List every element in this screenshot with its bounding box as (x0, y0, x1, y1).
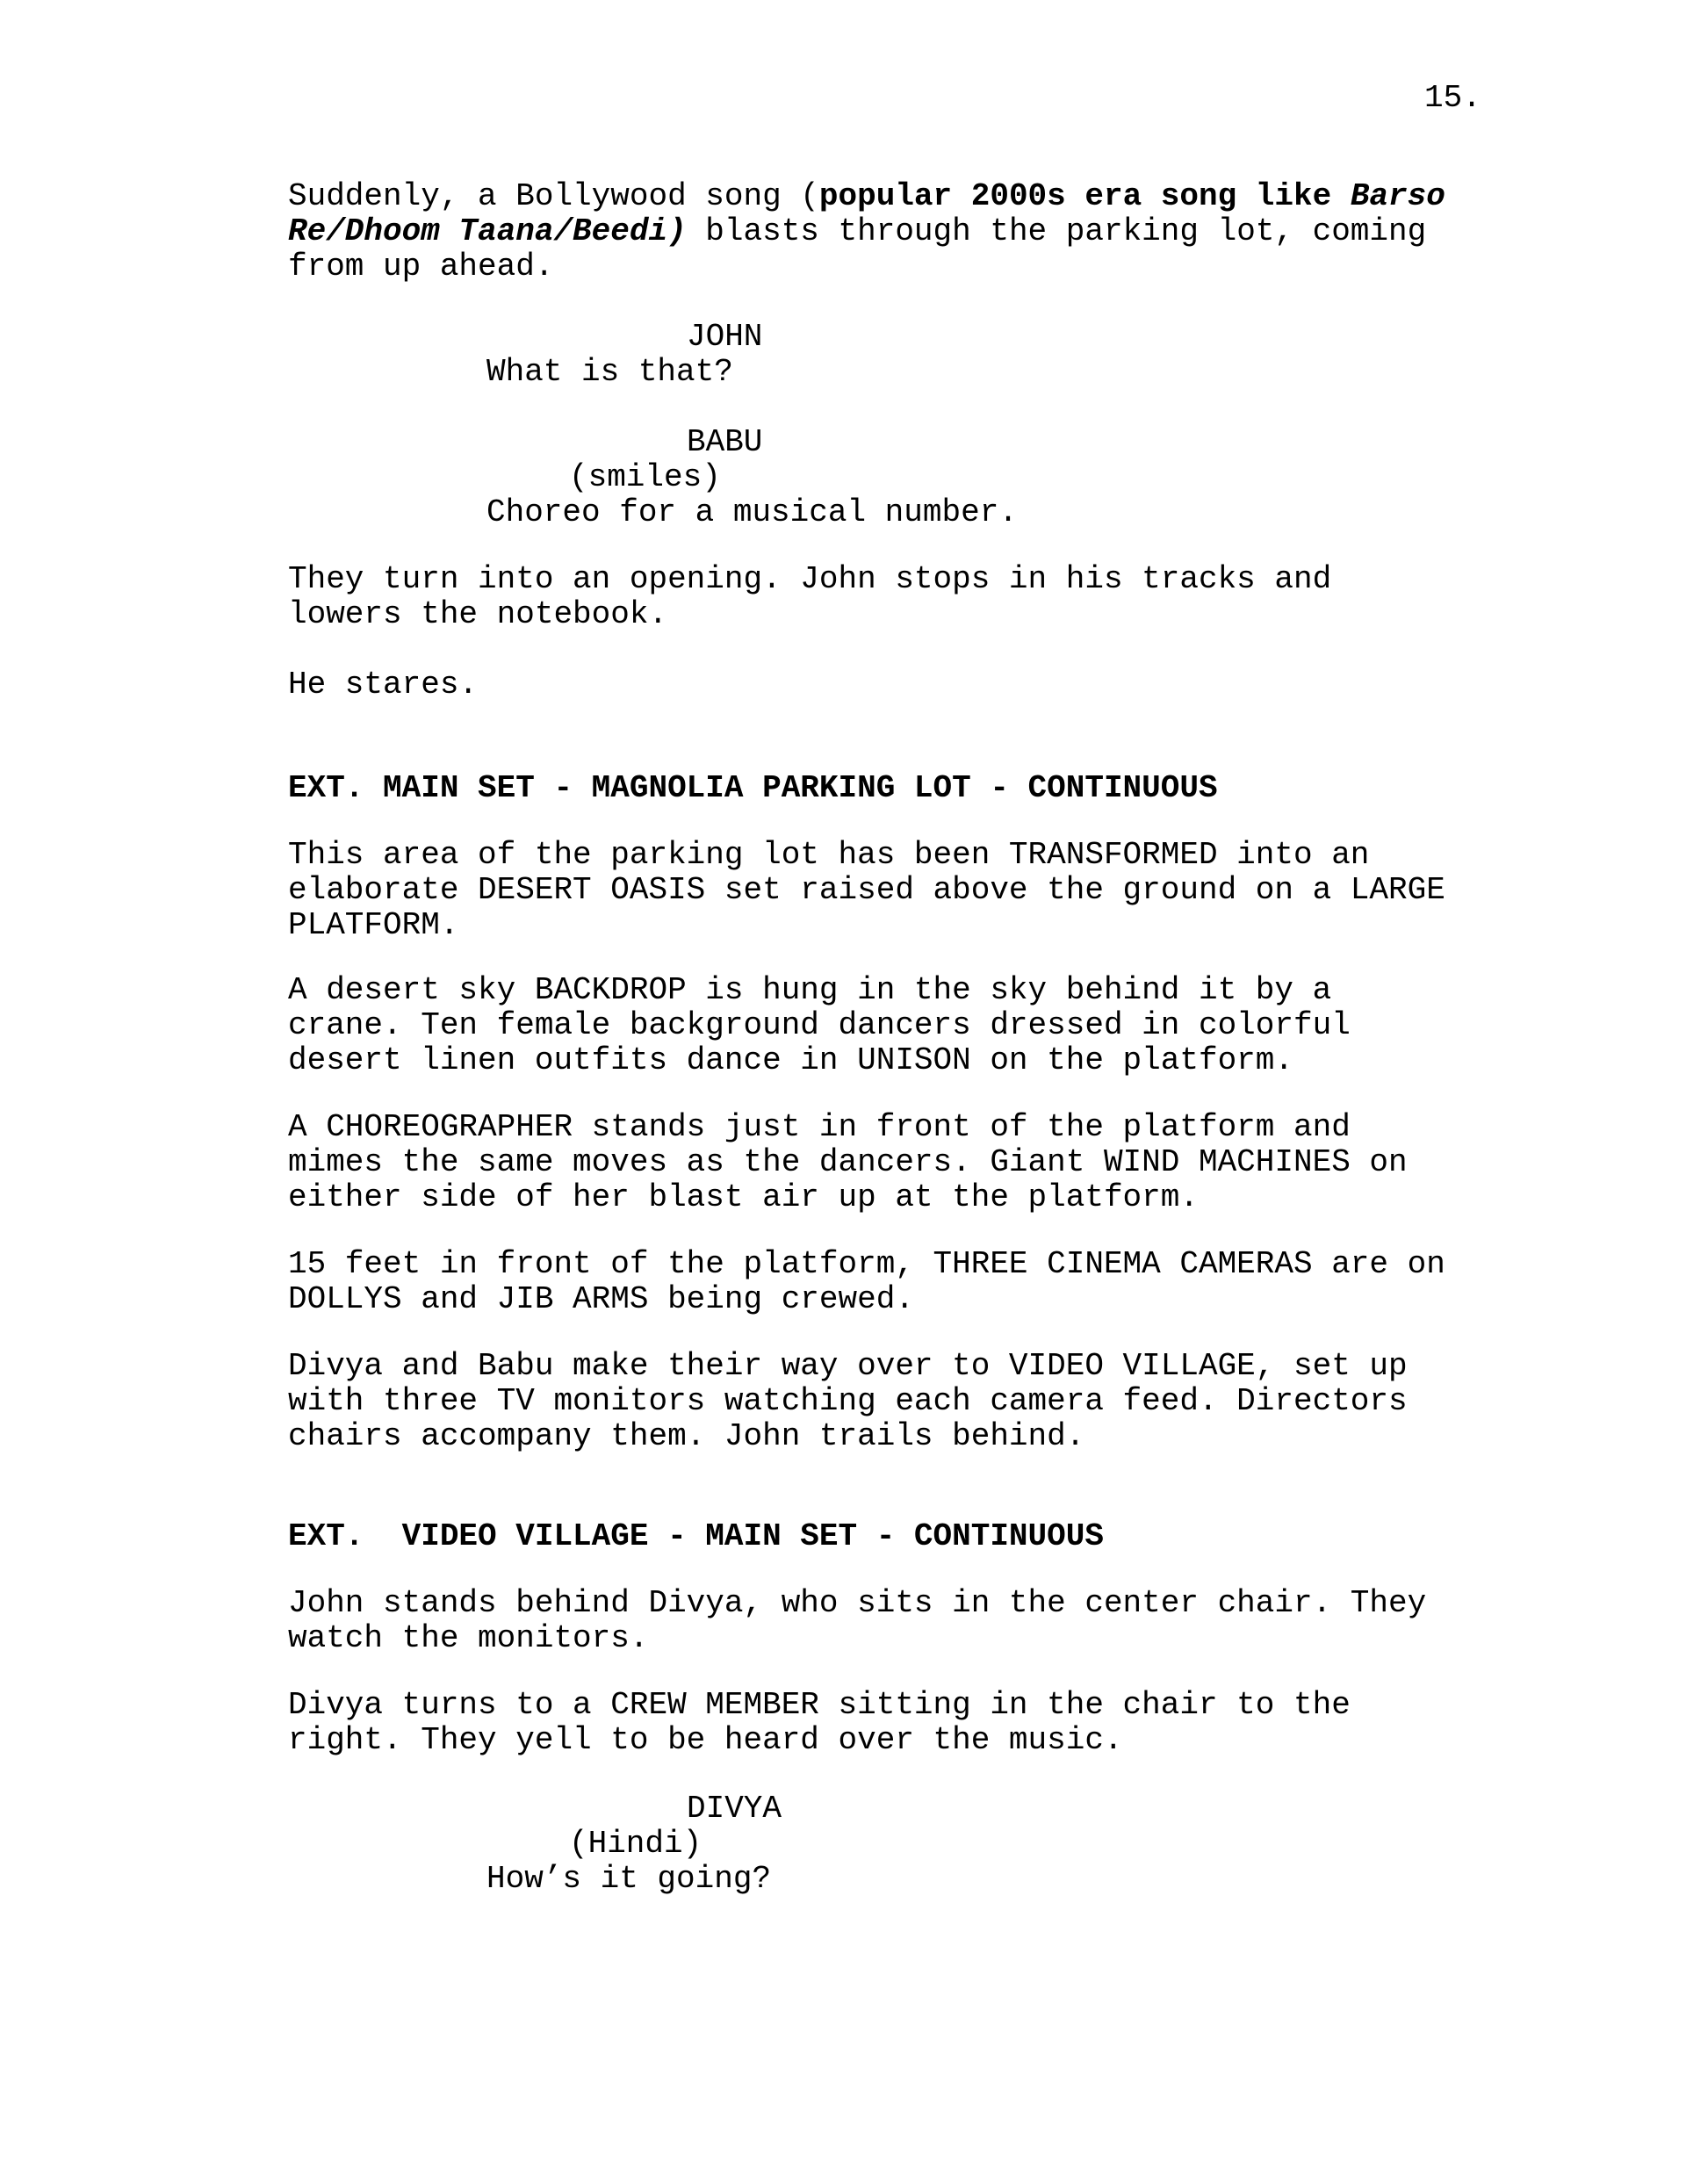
action-line: from up ahead. (288, 249, 554, 285)
action-line: chairs accompany them. John trails behind. (288, 1418, 1085, 1454)
action-line: 15 feet in front of the platform, THREE CINEMA CAMERAS are on (288, 1246, 1445, 1282)
page-number: 15. (1424, 80, 1481, 116)
action-line: lowers the notebook. (288, 596, 668, 632)
action-text: blasts through the parking lot, coming (686, 213, 1427, 249)
action-line: mimes the same moves as the dancers. Giant WIND MACHINES on (288, 1144, 1408, 1180)
action-line (288, 179, 1445, 214)
scene-heading: EXT. MAIN SET - MAGNOLIA PARKING LOT - CONTINUOUS (288, 770, 1218, 806)
action-line: This area of the parking lot has been TRANSFORMED into an (288, 837, 1370, 873)
action-line: watch the monitors. (288, 1620, 649, 1656)
character-name: DIVYA (687, 1791, 782, 1827)
song-title-bold-italic: Barso (1350, 178, 1445, 214)
character-name: JOHN (687, 319, 763, 355)
dialogue-line: What is that? (486, 354, 733, 390)
action-line: PLATFORM. (288, 907, 459, 943)
action-line: elaborate DESERT OASIS set raised above the ground on a LARGE (288, 872, 1445, 908)
action-line: desert linen outfits dance in UNISON on the platform. (288, 1042, 1293, 1078)
parenthetical: (Hindi) (569, 1826, 702, 1862)
song-direction-bold: popular 2000s era song like (818, 178, 1351, 214)
action-line: DOLLYS and JIB ARMS being crewed. (288, 1281, 914, 1317)
action-line: either side of her blast air up at the platform. (288, 1179, 1199, 1215)
action-line: A CHOREOGRAPHER stands just in front of the platform and (288, 1109, 1351, 1145)
parenthetical: (smiles) (569, 459, 721, 495)
action-line: John stands behind Divya, who sits in the center chair. They (288, 1585, 1427, 1621)
action-line: right. They yell to be heard over the music. (288, 1722, 1123, 1758)
action-line: with three TV monitors watching each camera feed. Directors (288, 1383, 1408, 1419)
character-name: BABU (687, 424, 763, 460)
dialogue-line: Choreo for a musical number. (486, 494, 1018, 530)
action-line: He stares. (288, 667, 479, 703)
action-line: crane. Ten female background dancers dressed in colorful (288, 1007, 1351, 1043)
dialogue-line: How’s it going? (486, 1861, 772, 1897)
action-text: Suddenly, a Bollywood song ( (288, 178, 819, 214)
scene-heading: EXT. VIDEO VILLAGE - MAIN SET - CONTINUOUS (288, 1518, 1104, 1554)
action-line: They turn into an opening. John stops in his tracks and (288, 561, 1332, 597)
action-line: A desert sky BACKDROP is hung in the sky behind it by a (288, 972, 1332, 1008)
action-line (288, 214, 1426, 249)
action-line: Divya and Babu make their way over to VIDEO VILLAGE, set up (288, 1348, 1408, 1384)
action-line: Divya turns to a CREW MEMBER sitting in the chair to the (288, 1687, 1351, 1723)
song-title-bold-italic: Re/Dhoom Taana/Beedi) (288, 213, 687, 249)
